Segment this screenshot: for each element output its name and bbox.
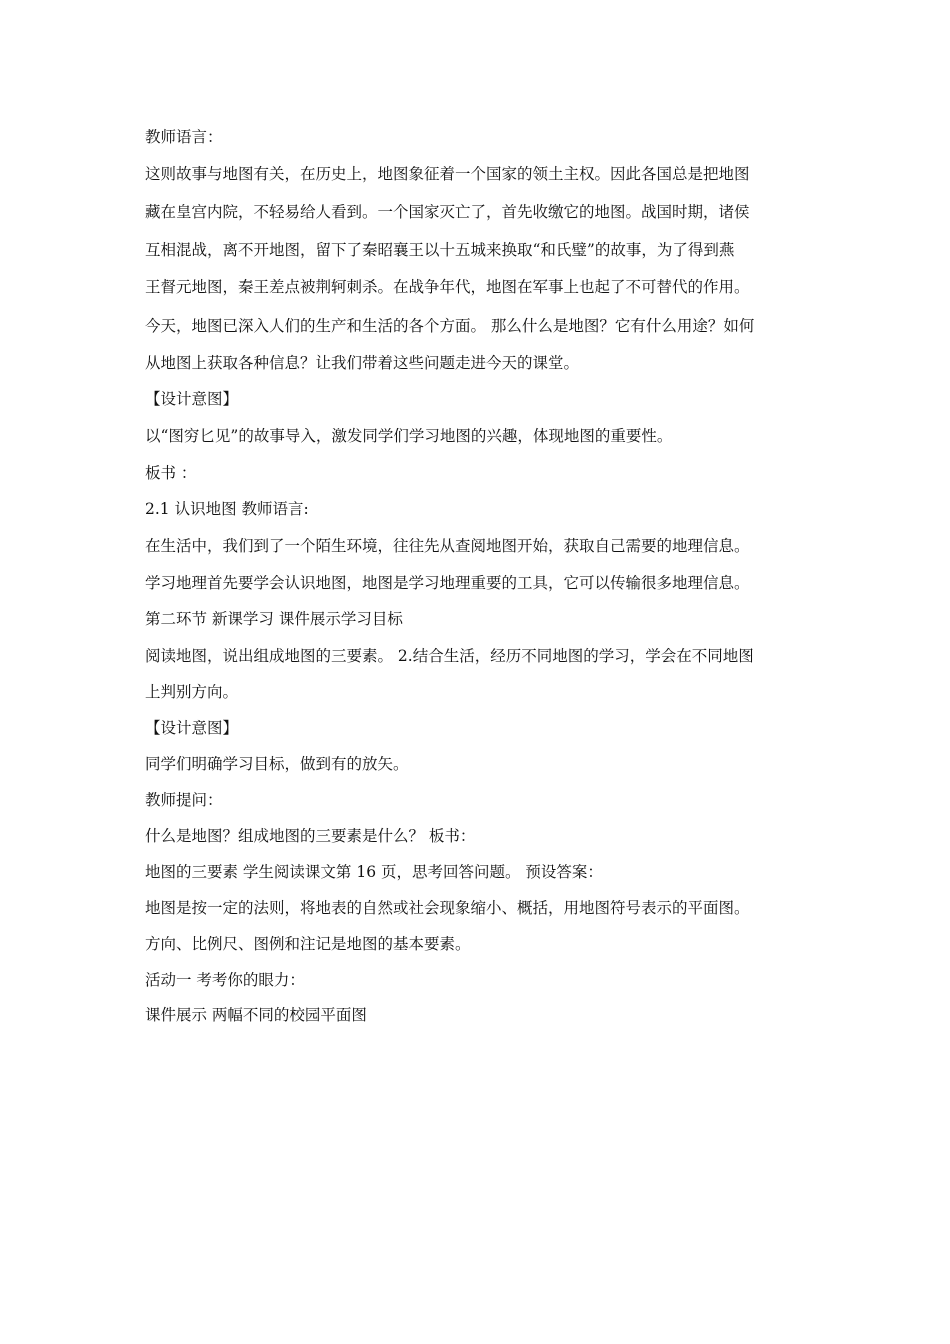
- text-line: 阅读地图，说出组成地图的三要素。 2.结合生活，经历不同地图的学习，学会在不同地图: [145, 647, 754, 665]
- section-heading: 【设计意图】: [145, 390, 239, 408]
- text-line: 方向、比例尺、图例和注记是地图的基本要素。: [145, 935, 471, 953]
- text-line: 藏在皇宫内院，不轻易给人看到。一个国家灭亡了，首先收缴它的地图。战国时期，诸侯: [145, 203, 750, 221]
- text-line: 教师语言：: [145, 128, 223, 146]
- text-line: 上判别方向。: [145, 683, 239, 701]
- text-line: 什么是地图？组成地图的三要素是什么？ 板书：: [145, 827, 476, 845]
- text-line: 这则故事与地图有关，在历史上，地图象征着一个国家的领土主权。因此各国总是把地图: [145, 165, 750, 183]
- text-line: 在生活中，我们到了一个陌生环境，往往先从查阅地图开始，获取自己需要的地理信息。: [145, 537, 750, 555]
- text-line: 板书 ：: [145, 464, 197, 482]
- text-line: 地图是按一定的法则，将地表的自然或社会现象缩小、概括，用地图符号表示的平面图。: [145, 899, 750, 917]
- text-line: 课件展示 两幅不同的校园平面图: [145, 1006, 367, 1024]
- text-line: 今天，地图已深入人们的生产和生活的各个方面。 那么什么是地图？它有什么用途？如何: [145, 317, 755, 335]
- text-line: 2.1 认识地图 教师语言:: [145, 500, 309, 518]
- text-line: 从地图上获取各种信息？让我们带着这些问题走进今天的课堂。: [145, 354, 580, 372]
- text-line: 教师提问：: [145, 791, 223, 809]
- text-line: 活动一 考考你的眼力：: [145, 971, 305, 989]
- text-line: 学习地理首先要学会认识地图，地图是学习地理重要的工具，它可以传输很多地理信息。: [145, 574, 750, 592]
- text-line: 王督元地图，秦王差点被荆轲刺杀。在战争年代，地图在军事上也起了不可替代的作用。: [145, 278, 750, 296]
- text-line: 互相混战，离不开地图，留下了秦昭襄王以十五城来换取“和氏璧”的故事，为了得到燕: [145, 241, 735, 259]
- text-line: 以“图穷匕见”的故事导入，激发同学们学习地图的兴趣，体现地图的重要性。: [145, 427, 673, 445]
- text-line: 第二环节 新课学习 课件展示学习目标: [145, 610, 403, 628]
- section-heading: 【设计意图】: [145, 719, 239, 737]
- text-line: 同学们明确学习目标，做到有的放矢。: [145, 755, 409, 773]
- text-line: 地图的三要素 学生阅读课文第 16 页，思考回答问题。 预设答案：: [145, 863, 603, 881]
